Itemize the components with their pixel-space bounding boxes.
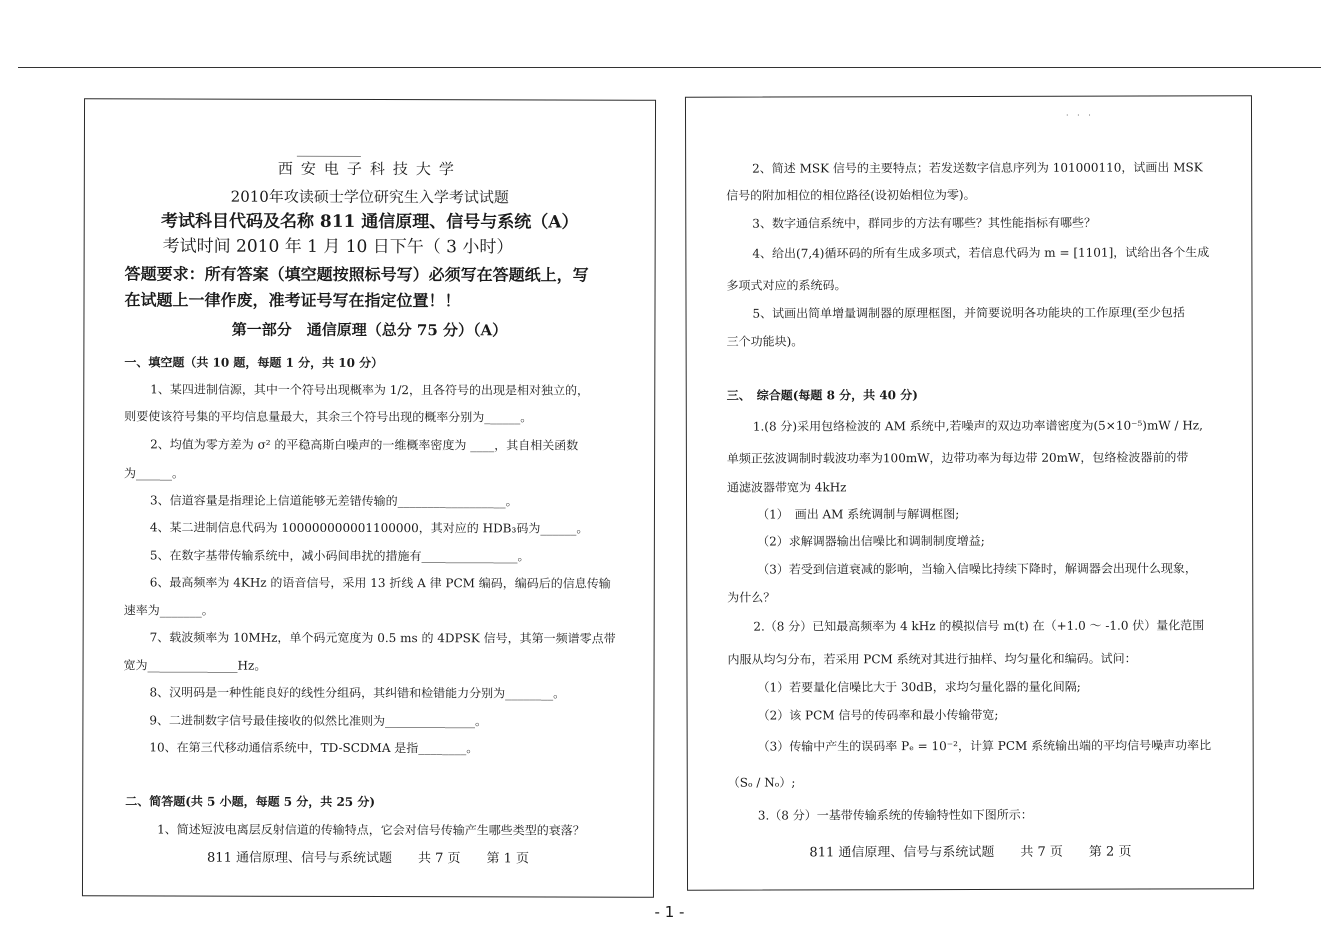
- question-7b: 宽为_______________Hz。: [123, 658, 267, 673]
- comp-question-2-item-3a: （3）传输中产生的误码率 Pₑ = 10⁻²，计算 PCM 系统输出端的平均信号噪声功率比: [757, 738, 1212, 754]
- section-comprehensive: 三、 综合题(每题 8 分，共 40 分): [726, 388, 918, 403]
- question-10: 10、在第三代移动通信系统中，TD-SCDMA 是指________。: [149, 740, 479, 756]
- question-7a: 7、载波频率为 10MHz，单个码元宽度为 0.5 ms 的 4DPSK 信号，其第一频谱零点带: [149, 630, 616, 646]
- short-question-4a: 4、给出(7,4)循环码的所有生成多项式，若信息代码为 m = [1101]，试给出各个生成: [752, 245, 1210, 261]
- header-rule: [297, 156, 361, 157]
- short-question-5a: 5、试画出简单增量调制器的原理框图，并简要说明各功能块的工作原理(至少包括: [752, 305, 1185, 321]
- short-question-4b: 多项式对应的系统码。: [726, 278, 847, 293]
- question-5: 5、在数字基带传输系统中，减小码间串扰的措施有________________。: [149, 548, 530, 564]
- school-name: 西安电子科技大学: [277, 159, 462, 179]
- requirements-1: 答题要求：所有答案（填空题按照标号写）必须写在答题纸上，写: [124, 264, 589, 285]
- question-1a: 1、某四进制信源，其中一个符号出现概率为 1/2，且各符号的出现是相对独立的，: [150, 382, 590, 398]
- section-short-answer: 二、简答题(共 5 小题，每题 5 分，共 25 分): [125, 794, 376, 810]
- comp-question-2-item-3b: （Sₒ / Nₒ）;: [727, 775, 796, 790]
- exam-time: 考试时间 2010 年 1 月 10 日下午（ 3 小时）: [162, 236, 514, 258]
- question-6b: 速率为_______。: [123, 603, 214, 618]
- subject-line: 考试科目代码及名称 811 通信原理、信号与系统（A）: [160, 211, 579, 233]
- comp-question-1-item-1: （1） 画出 AM 系统调制与解调框图;: [757, 507, 960, 522]
- short-question-2a: 2、简述 MSK 信号的主要特点；若发送数字信息序列为 101000110，试画出 MSK: [752, 160, 1203, 176]
- top-rule: [18, 67, 1321, 68]
- comp-question-1-item-2: （2）求解调器输出信噪比和调制制度增益;: [757, 533, 985, 549]
- requirements-2: 在试题上一律作废，准考证号写在指定位置！！: [124, 290, 461, 311]
- exam-page-1: [82, 98, 656, 897]
- comp-question-3: 3.（8 分）一基带传输系统的传输特性如下图所示：: [757, 807, 1033, 823]
- comp-question-2b: 内服从均匀分布，若采用 PCM 系统对其进行抽样、均匀量化和编码。试问：: [727, 651, 1137, 667]
- short-question-1: 1、简述短波电离层反射信道的传输特点，它会对信号传输产生哪些类型的衰落？: [157, 822, 585, 838]
- question-8: 8、汉明码是一种性能良好的线性分组码，其纠错和检错能力分别为________。: [149, 685, 566, 701]
- short-question-5b: 三个功能块)。: [726, 334, 804, 349]
- short-question-2b: 信号的附加相位的相位路径(设初始相位为零)。: [726, 187, 976, 203]
- short-question-3: 3、数字通信系统中，群同步的方法有哪些？其性能指标有哪些？: [752, 215, 1096, 231]
- part-title: 第一部分 通信原理（总分 75 分）（A）: [231, 320, 508, 340]
- page-footer: 811 通信原理、信号与系统试题 共 7 页 第 2 页: [809, 844, 1132, 861]
- page-footer: 811 通信原理、信号与系统试题 共 7 页 第 1 页: [207, 850, 530, 867]
- comp-question-2-item-1: （1）若要量化信噪比大于 30dB，求均匀量化器的量化间隔;: [757, 679, 1081, 695]
- section-fill-in: 一、填空题（共 10 题，每题 1 分，共 10 分）: [124, 355, 384, 371]
- question-2a: 2、均值为零方差为 σ² 的平稳高斯白噪声的一维概率密度为 ____，其自相关函数: [150, 437, 579, 453]
- page-number: - 1 -: [654, 903, 685, 921]
- exam-page-2: [685, 95, 1254, 890]
- question-3: 3、信道容量是指理论上信道能够无差错传输的__________________。: [149, 493, 518, 509]
- comp-question-1-item-3b: 为什么？: [727, 590, 776, 605]
- comp-question-1c: 通滤波器带宽为 4kHz: [726, 480, 847, 495]
- scan-specks: · · ·: [1065, 110, 1094, 120]
- comp-question-2a: 2.（8 分）已知最高频率为 4 kHz 的模拟信号 m(t) 在（+1.0 ～ -1.0 伏）量化范围: [753, 618, 1205, 634]
- question-2b: 为______。: [124, 466, 185, 481]
- comp-question-1a: 1.(8 分)采用包络检波的 AM 系统中,若噪声的双边功率谱密度为(5×10⁻⁵)mW / Hz,: [752, 418, 1203, 434]
- question-4: 4、某二进制信息代码为 100000000001100000，其对应的 HDB₃码为______。: [149, 520, 589, 536]
- exam-title: 2010年攻读硕士学位研究生入学考试试题: [230, 187, 509, 207]
- comp-question-1b: 单频正弦波调制时载波功率为100mW，边带功率为每边带 20mW，包络检波器前的带: [726, 450, 1189, 466]
- comp-question-1-item-3a: （3）若受到信道衰减的影响，当输入信噪比持续下降时，解调器会出现什么现象，: [757, 561, 1197, 577]
- comp-question-2-item-2: （2）该 PCM 信号的传码率和最小传输带宽;: [757, 707, 999, 723]
- question-1b: 则要使该符号集的平均信息量最大，其余三个符号出现的概率分别为______。: [124, 409, 533, 425]
- question-9: 9、二进制数字信号最佳接收的似然比准则为_______________。: [149, 713, 488, 729]
- question-6a: 6、最高频率为 4KHz 的语音信号，采用 13 折线 A 律 PCM 编码，编码后的信息传输: [149, 575, 611, 591]
